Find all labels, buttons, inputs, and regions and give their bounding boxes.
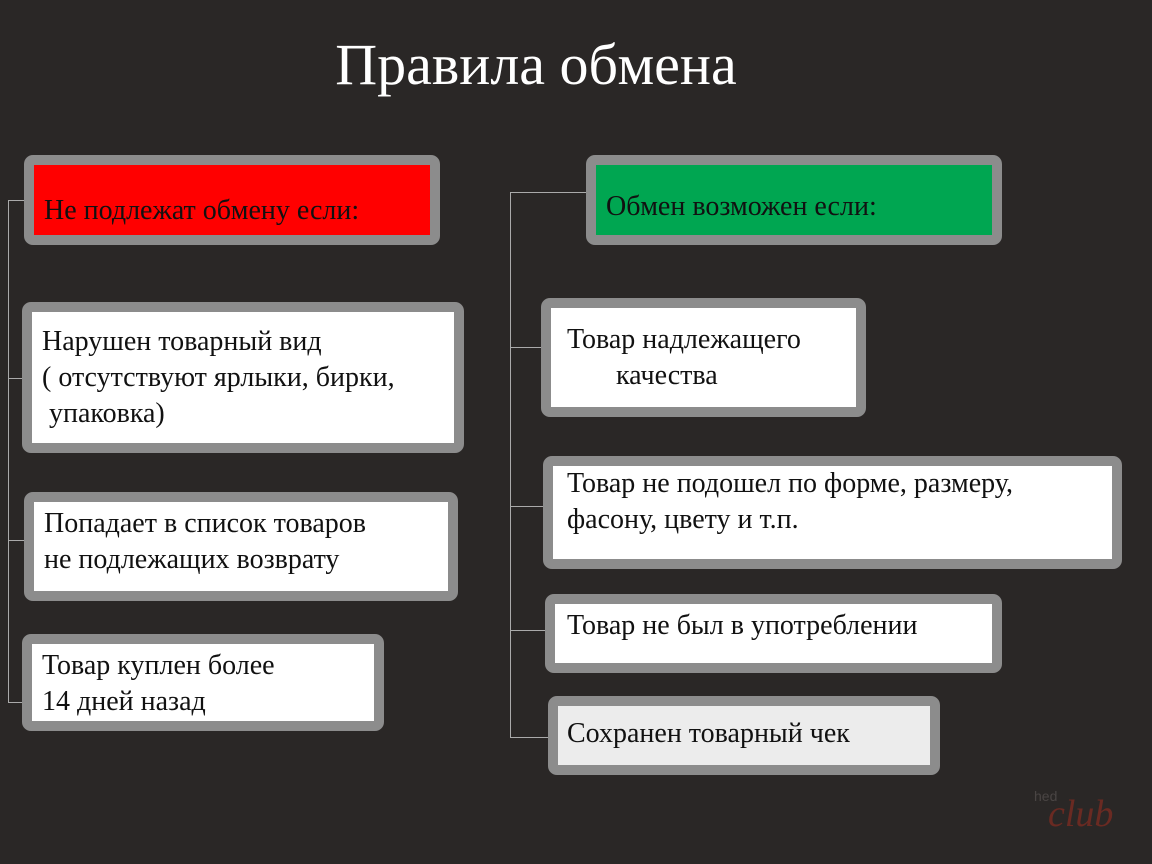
left-item-box [22, 302, 464, 453]
right-connector-branch [510, 506, 544, 507]
left-item-box [24, 492, 458, 601]
right-item-box [545, 594, 1002, 673]
right-item-box [541, 298, 866, 417]
left-connector-branch [8, 702, 22, 703]
left-item-text: Товар куплен более 14 дней назад [42, 650, 275, 717]
right-item-box [548, 696, 940, 775]
right-header-label: Обмен возможен если: [606, 191, 877, 222]
left-header-box [24, 155, 440, 245]
right-connector-vertical [510, 192, 511, 737]
left-item-text: Попадает в список товаров не подлежащих возврату [44, 508, 366, 575]
right-item-text: Товар надлежащего качества [567, 324, 801, 391]
right-item-text: Сохранен товарный чек [567, 718, 850, 749]
right-connector-branch [510, 630, 546, 631]
left-connector-vertical [8, 200, 9, 702]
hedclub-watermark-logo [1034, 786, 1134, 836]
watermark-small-text: hed [1034, 788, 1058, 804]
right-connector-branch [510, 737, 550, 738]
left-header-label: Не подлежат обмену если: [44, 195, 360, 226]
left-item-box [22, 634, 384, 731]
right-header-box [586, 155, 1002, 245]
right-item-text: Товар не был в употреблении [567, 610, 918, 641]
right-connector-branch [510, 347, 542, 348]
right-item-box [543, 456, 1122, 569]
left-item-text: Нарушен товарный вид ( отсутствуют ярлыки, бирки, упаковка) [42, 326, 395, 429]
page-title: Правила обмена [335, 32, 737, 97]
right-connector-branch [510, 192, 588, 193]
watermark-big-text: club [1048, 793, 1114, 835]
right-item-text: Товар не подошел по форме, размеру, фасону, цвету и т.п. [567, 468, 1013, 535]
left-connector-branch [8, 540, 24, 541]
left-connector-branch [8, 200, 24, 201]
